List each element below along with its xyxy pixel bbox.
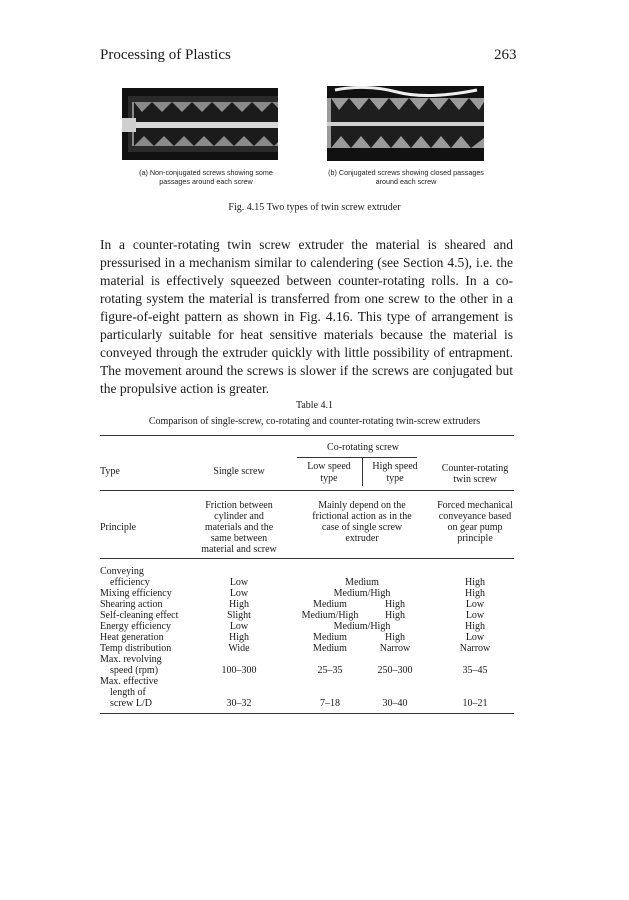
heat-high: High <box>385 632 405 643</box>
heat-counter: Low <box>465 632 485 643</box>
shearing-single: High <box>229 599 249 610</box>
principle-label: Principle <box>100 522 137 533</box>
header-counter-rotating-2: twin screw <box>453 474 497 485</box>
header-single-screw: Single screw <box>213 466 265 477</box>
row-label-mixing: Mixing efficiency <box>100 588 172 599</box>
body-paragraph: In a counter-rotating twin screw extruder the material is sheared and pressurised in a mechanism similar to calendering (see Section 4.5), i.e. the material is effectively squeezed between counter-rotating rolls. In a co-rotating system the material is transferred from one screw to the other in a figure-of-eight pattern as shown in Fig. 4.16. This type of arrangement is particularly suitable for heat sensitive materials because the material is conveyed through the extruder quickly with little possibility of entrapment. The movement around the screws is slower if the screws are conjugated but the propulsive action is greater. <box>100 237 513 396</box>
header-bottom-rule <box>100 490 514 491</box>
principle-single-1: Friction between <box>205 500 273 511</box>
ld-high: 30–40 <box>382 698 408 709</box>
energy-co: Medium/High <box>333 621 391 632</box>
heat-single: High <box>229 632 249 643</box>
shearing-high: High <box>385 599 405 610</box>
principle-counter-2: conveyance based <box>438 511 512 522</box>
shearing-low: Medium <box>313 599 347 610</box>
row-label-self-cleaning: Self-cleaning effect <box>100 610 179 621</box>
row-label-shearing: Shearing action <box>100 599 163 610</box>
screw-drawing-a <box>122 88 278 160</box>
figure-a-caption: (a) Non-conjugated screws showing some passages around each screw <box>139 168 273 186</box>
row-label-speed: Max. revolving <box>100 654 162 665</box>
row-label-heat: Heat generation <box>100 632 164 643</box>
table-bottom-rule <box>100 713 514 714</box>
conveying-single: Low <box>229 577 249 588</box>
row-label-ld: Max. effective <box>100 676 159 687</box>
principle-co-2: frictional action as in the <box>312 511 412 522</box>
principle-counter-4: principle <box>457 533 493 544</box>
row-label-ld-3: screw L/D <box>110 698 152 709</box>
figure-b-conjugated-screws <box>327 86 484 161</box>
energy-single: Low <box>229 621 249 632</box>
principle-single-4: same between <box>210 533 268 544</box>
self-cleaning-counter: Low <box>465 610 485 621</box>
principle-single-2: cylinder and <box>214 511 264 522</box>
page-number: 263 <box>494 47 517 63</box>
ld-low: 7–18 <box>320 698 340 709</box>
temp-low: Medium <box>313 643 347 654</box>
shearing-counter: Low <box>465 599 485 610</box>
row-label-energy: Energy efficiency <box>100 621 171 632</box>
speed-single: 100–300 <box>221 665 257 676</box>
figure-a-non-conjugated-screws <box>122 88 278 160</box>
table-top-rule <box>100 435 514 436</box>
header-low-speed-2: type <box>320 473 338 484</box>
running-head: Processing of Plastics <box>100 47 231 63</box>
group-header-rule <box>297 457 417 458</box>
speed-counter: 35–45 <box>462 665 488 676</box>
temp-counter: Narrow <box>459 643 491 654</box>
principle-co-3: case of single screw <box>321 522 403 533</box>
principle-single-3: materials and the <box>204 522 274 533</box>
temp-high: Narrow <box>379 643 411 654</box>
heat-low: Medium <box>313 632 347 643</box>
principle-counter-3: on gear pump <box>447 522 503 533</box>
self-cleaning-high: High <box>385 610 405 621</box>
temp-single: Wide <box>228 643 250 654</box>
screw-drawing-b <box>327 86 484 161</box>
header-type: Type <box>100 466 120 477</box>
ld-single: 30–32 <box>226 698 252 709</box>
conveying-counter: High <box>465 577 485 588</box>
ld-counter: 10–21 <box>462 698 488 709</box>
speed-high: 250–300 <box>377 665 413 676</box>
row-label-ld-2: length of <box>110 687 146 698</box>
row-label-conveying: Conveying <box>100 566 144 577</box>
principle-counter-1: Forced mechanical <box>437 500 513 511</box>
header-high-speed-2: type <box>386 473 404 484</box>
figure-caption: Fig. 4.15 Two types of twin screw extruder <box>228 202 401 213</box>
header-high-speed-1: High speed <box>372 461 418 472</box>
row-label-speed-2: speed (rpm) <box>110 665 159 676</box>
column-divider <box>362 458 363 486</box>
table-number: Table 4.1 <box>295 400 334 411</box>
row-label-conveying-2: efficiency <box>110 577 150 588</box>
group-header-co-rotating: Co-rotating screw <box>327 442 399 453</box>
mixing-co: Medium/High <box>333 588 391 599</box>
table-caption: Comparison of single-screw, co-rotating and counter-rotating twin-screw extruders <box>148 416 481 427</box>
principle-bottom-rule <box>100 558 514 559</box>
principle-co-4: extruder <box>345 533 379 544</box>
principle-single-5: material and screw <box>201 544 277 555</box>
energy-counter: High <box>465 621 485 632</box>
header-counter-rotating-1: Counter-rotating <box>441 463 509 474</box>
self-cleaning-single: Slight <box>227 610 251 621</box>
self-cleaning-low: Medium/High <box>301 610 359 621</box>
speed-low: 25–35 <box>317 665 343 676</box>
row-label-temp: Temp distribution <box>100 643 172 654</box>
header-low-speed-1: Low speed <box>307 461 351 472</box>
figure-b-caption: (b) Conjugated screws showing closed passages around each screw <box>328 168 484 186</box>
principle-co-1: Mainly depend on the <box>318 500 406 511</box>
mixing-single: Low <box>229 588 249 599</box>
mixing-counter: High <box>465 588 485 599</box>
conveying-co: Medium <box>345 577 379 588</box>
